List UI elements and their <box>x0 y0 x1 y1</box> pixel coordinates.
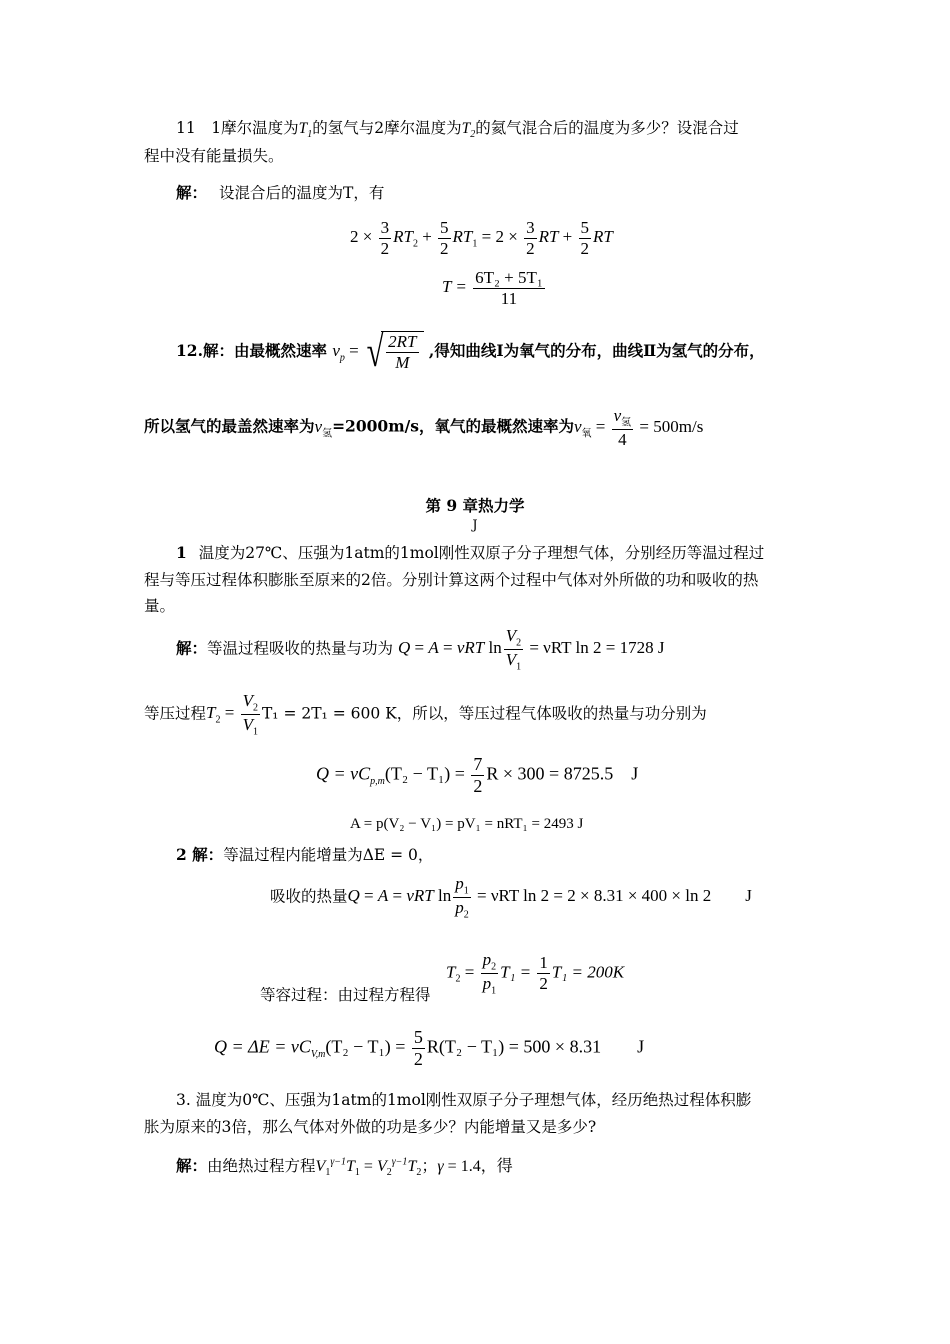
fraction-num: $V_2$ <box>505 626 522 649</box>
q1-solution-isothermal <box>176 626 664 673</box>
equation-energy-balance <box>350 218 613 258</box>
isothermal-formula: Q = A = νRT ln $\frac{V_2}{V_1}$ = νRT ln 2 = 1728 J <box>397 626 665 673</box>
q3-solution <box>176 1153 513 1178</box>
eq-op: + <box>422 226 432 246</box>
text-segment: 温度为27℃、压强为1atm的1mol刚性双原子分子理想气体，分别经历等温过程过 <box>198 544 765 562</box>
subscript: 1 <box>491 985 497 997</box>
symbol-letter: T <box>298 120 308 137</box>
fraction-den: 4 <box>618 429 627 449</box>
subscript: 2 <box>463 909 469 921</box>
text-segment: 等温过程内能增量为ΔE = 0， <box>223 846 434 864</box>
fraction-den: M <box>395 353 410 372</box>
symbol: V <box>315 1158 326 1175</box>
subscript: 1 <box>472 238 478 250</box>
fraction-num: $v_氢$ <box>613 406 632 429</box>
eq-term: Q = ΔE = νC <box>214 1036 311 1057</box>
eq-result: = νRT ln 2 = 2 × 8.31 × 400 × ln 2 J <box>477 886 752 906</box>
fraction-den: 11 <box>500 288 518 308</box>
symbol: T <box>446 962 456 982</box>
symbol-v-h: $v_氢$ <box>314 416 333 440</box>
symbol: γ <box>437 1158 444 1175</box>
fraction-num: 2RT <box>388 332 417 352</box>
subscript: 2 <box>215 714 221 726</box>
fraction-den: 2 <box>380 238 390 258</box>
fraction-5-2 <box>579 218 592 258</box>
superscript: γ−1 <box>330 1156 347 1168</box>
q2-isochoric-text: 等容过程：由过程方程得 <box>260 986 431 1004</box>
symbol: Q <box>397 638 411 658</box>
fraction-den: 2 <box>539 973 548 993</box>
subscript: 1 <box>325 1167 331 1179</box>
eq-term: Q = νC <box>316 763 371 784</box>
absorb-formula: Q = A = νRT ln $\frac{p_1}{p_2}$ = νRT ln 2 = 2 × 8.31 × 400 × ln 2 J <box>347 874 752 921</box>
fraction-den: $V_1$ <box>505 649 522 673</box>
eq-term: (T₂ − T₁) = <box>384 763 465 784</box>
eq-term: 2 × <box>350 226 373 246</box>
q2-absorb-line <box>270 874 752 921</box>
equation-final-temperature <box>442 268 547 308</box>
solution-label: 解： <box>176 638 208 658</box>
subscript: 1 <box>354 1167 360 1179</box>
problem-12-line1 <box>176 327 765 376</box>
fraction-num: 5 <box>440 218 449 237</box>
subscript: 2 <box>470 129 476 141</box>
adiabatic-formula: $V_1^{\gamma-1}T_1 = V_2^{\gamma-1}T_2$；γ = 1.4，得 <box>315 1156 513 1179</box>
superscript: γ−1 <box>391 1156 408 1168</box>
fraction-num: 7 <box>473 754 483 774</box>
fraction-num: 3 <box>380 218 390 237</box>
solution-text: 设混合后的温度为T，有 <box>219 184 385 202</box>
problem-11-solution <box>176 181 384 203</box>
symbol: T <box>206 703 216 723</box>
fraction-den: $p_2$ <box>455 897 469 921</box>
text-segment: 吸收的热量 <box>270 887 348 906</box>
fraction-den: 2 <box>440 238 449 258</box>
eq-term: RT <box>538 226 559 246</box>
symbol-t2 <box>461 120 476 141</box>
solution-label: 解： <box>176 1156 208 1175</box>
fraction-num: 3 <box>526 218 535 237</box>
symbol-t1 <box>298 120 313 141</box>
fraction <box>453 874 471 921</box>
v-o-formula: $v_氧$ = $\frac{v_氢}{4}$ = 500m/s <box>573 406 704 449</box>
fraction-5-2 <box>438 218 451 258</box>
solution-text: 由绝热过程方程 <box>207 1157 316 1175</box>
q1-work-equation: A = p(V₂ − V₁) = pV₁ = nRT₁ = 2493 J <box>350 816 584 832</box>
eq-term: R(T₂ − T₁) = 500 × 8.31 J <box>426 1036 645 1057</box>
fraction-temperature <box>473 268 545 308</box>
problem-11-line1 <box>176 116 739 140</box>
fraction-1-2 <box>537 953 550 993</box>
symbol: νRT <box>456 638 485 658</box>
eq-op: + <box>562 226 573 246</box>
q1-line1 <box>176 541 764 563</box>
question-number: 1 <box>176 543 187 562</box>
text-segment: 的氢气与2摩尔温度为 <box>312 119 462 137</box>
eq-term: RT <box>393 226 413 246</box>
q2-heat-equation <box>214 1027 644 1069</box>
symbol: A <box>428 638 439 658</box>
fraction-den: 2 <box>473 775 483 796</box>
fraction-7-2 <box>471 754 484 796</box>
sqrt-body <box>381 331 423 372</box>
fraction-num: $p_2$ <box>482 950 497 973</box>
q1-heat-equation <box>316 754 638 796</box>
fraction-3-2 <box>524 218 537 258</box>
eq-result: = νRT ln 2 = 1728 J <box>529 638 665 658</box>
q3-line2: 胀为原来的3倍，那么气体对外做的功是多少？内能增量又是多少? <box>144 1118 597 1136</box>
eq-term: R × 300 = 8725.5 J <box>486 763 639 784</box>
fraction-den: 2 <box>580 238 589 258</box>
fraction <box>481 950 499 997</box>
eq-term: T₁ = 200K <box>551 962 625 982</box>
fraction-den: $p_1$ <box>482 973 497 997</box>
symbol: A <box>377 886 389 906</box>
sqrt <box>363 327 424 376</box>
fraction-num: 5 <box>413 1027 423 1047</box>
fraction <box>386 332 418 372</box>
eq-op: = 2 × <box>481 226 518 246</box>
subscript: 2 <box>455 973 461 985</box>
chapter-title: 第 9 章热力学 <box>425 496 525 515</box>
fraction-num: $V_2$ <box>242 691 258 714</box>
q2-t2-equation: $T_2$ = $\frac{p_2}{p_1}$ T₁ = $\frac{1}{2}$ T₁ = 200K <box>446 950 625 997</box>
text-segment: 等压过程 <box>144 704 207 723</box>
fraction <box>504 626 523 673</box>
problem-11-line2: 程中没有能量损失。 <box>144 147 284 165</box>
text-segment: =2000m/s，氧气的最概然速率为 <box>332 416 574 436</box>
solution-label: 解： <box>176 183 208 202</box>
subscript: 2 <box>491 961 497 973</box>
eq-term: T₁ = <box>500 962 532 982</box>
text-segment: 的氦气混合后的温度为多少？设混合过 <box>475 119 739 137</box>
subscript: 1 <box>307 129 313 141</box>
q1-isobaric-line <box>144 691 707 738</box>
fraction-num: 6T₂ + 5T₁ <box>475 268 543 287</box>
eq-term: RT <box>452 226 473 246</box>
fraction-den: 2 <box>526 238 535 258</box>
symbol: Q <box>347 886 360 906</box>
subscript: p <box>339 352 345 364</box>
subscript: 氢 <box>322 428 333 440</box>
solution-text: 等温过程吸收的热量与功为 <box>207 639 394 658</box>
solution-label: 2 解： <box>176 845 224 864</box>
text-segment: ,得知曲线Ⅰ为氧气的分布，曲线Ⅱ为氢气的分布， <box>428 340 765 360</box>
q3-line1: 3. 温度为0℃、压强为1atm的1mol刚性双原子分子理想气体，经历绝热过程体积膨 <box>176 1091 752 1109</box>
subscript: 1 <box>516 661 522 673</box>
eq-lhs: T = <box>442 276 467 296</box>
subscript: 2 <box>252 702 258 714</box>
q1-line3: 量。 <box>144 597 176 615</box>
symbol-letter: T <box>461 120 471 137</box>
vp-formula: $v_p$ = √ $\frac{2RT}{M}$ <box>332 341 423 360</box>
symbol: v <box>332 340 340 360</box>
sqrt-sign: √ <box>366 327 384 376</box>
subscript: 2 <box>386 1167 392 1179</box>
eq-term: RT <box>593 226 613 246</box>
fraction-den: 2 <box>413 1048 423 1069</box>
subscript: 1 <box>252 726 258 738</box>
subscript: V,m <box>310 1048 326 1060</box>
subscript: 2 <box>416 1167 422 1179</box>
fraction <box>241 691 260 738</box>
q2-line1 <box>176 843 433 865</box>
fraction <box>612 406 634 449</box>
eq-term: (T₂ − T₁) = <box>325 1036 406 1057</box>
text-segment: 所以氢气的最盖然速率为 <box>144 416 315 436</box>
symbol: T <box>407 1158 417 1175</box>
subscript: 2 <box>412 238 418 250</box>
q1-line2: 程与等压过程体积膨胀至原来的2倍。分别计算这两个过程中气体对外所做的功和吸收的热 <box>144 571 759 589</box>
subscript: 氧 <box>581 428 592 440</box>
fraction-num: $p_1$ <box>455 874 469 897</box>
symbol: T <box>346 1158 355 1175</box>
fraction-den: $V_1$ <box>242 714 258 738</box>
subscript: 1 <box>463 885 469 897</box>
subscript: p,m <box>370 775 385 787</box>
fraction-num: 5 <box>580 218 589 237</box>
fraction-3-2 <box>379 218 392 258</box>
fraction-num: 1 <box>539 953 548 973</box>
fraction-5-2 <box>412 1027 425 1069</box>
text-segment: T₁ = 2T₁ = 600 K，所以，等压过程气体吸收的热量与功分别为 <box>261 704 707 723</box>
text-segment: 11 1摩尔温度为 <box>176 119 299 137</box>
symbol: V <box>376 1158 387 1175</box>
subscript: 2 <box>516 637 522 649</box>
subscript: 氢 <box>621 417 632 429</box>
symbol: νRT <box>406 886 434 906</box>
problem-12-line2 <box>144 406 703 449</box>
eq-result: = 500m/s <box>639 416 704 436</box>
symbol: v <box>573 416 582 436</box>
chapter-mark: J <box>472 518 478 533</box>
isobaric-formula: $T_2$ = $\frac{V_2}{V_1}$ <box>206 691 258 738</box>
text-segment: 12.解：由最概然速率 <box>176 340 327 360</box>
